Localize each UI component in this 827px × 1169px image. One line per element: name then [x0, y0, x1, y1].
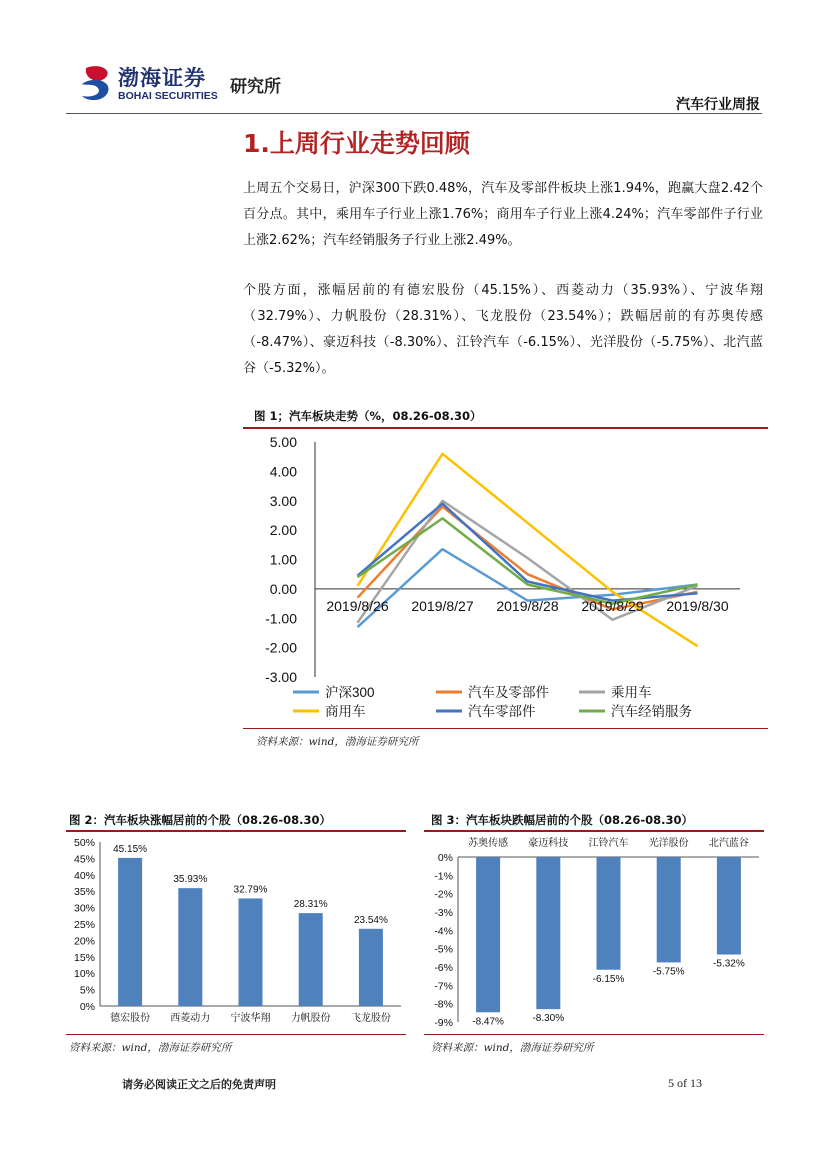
- y-tick-label: -3%: [434, 907, 453, 919]
- x-category-label: 苏奥传感: [468, 838, 509, 849]
- y-tick-label: -2%: [434, 888, 453, 901]
- legend-label: 汽车零部件: [468, 704, 536, 719]
- y-tick-label: 35%: [73, 886, 95, 899]
- x-category-label: 西菱动力: [170, 1013, 211, 1024]
- paragraph-market-summary: 上周五个交易日，沪深300下跌0.48%，汽车及零部件板块上涨1.94%，跑赢大盘2.42个百分点。其中，乘用车子行业上涨1.76%；商用车子行业上涨4.24%；汽车零部件子行业上涨2.62%；汽车经销服务子行业上涨2.49%。: [243, 181, 763, 248]
- figure2-bottom-rule: [66, 1034, 406, 1035]
- y-tick-label: -6%: [434, 962, 453, 974]
- top-gainers-bar-chart: [66, 832, 406, 1032]
- y-tick-label: 50%: [73, 837, 95, 849]
- bar-data-label: -8.30%: [532, 1013, 565, 1025]
- legend-label: 汽车经销服务: [611, 704, 692, 719]
- y-tick-label: -9%: [434, 1017, 453, 1029]
- paragraph-stock-movers: 个股方面，涨幅居前的有德宏股份（45.15%）、西菱动力（35.93%）、宁波华翔（32.79%）、力帆股份（28.31%）、飞龙股份（23.54%）；跌幅居前的有苏奥传感（-8.47%）、豪迈科技（-8.30%）、江铃汽车（-6.15%）、光洋股份（-5.75%）、北汽蓝谷（-5.32%）。: [243, 283, 763, 376]
- bar-data-label: 35.93%: [173, 874, 208, 886]
- x-category-label: 德宏股份: [110, 1013, 151, 1024]
- legend-label: 乘用车: [611, 685, 652, 700]
- y-tick-label: -1.00: [265, 610, 297, 627]
- bar: [118, 858, 142, 1006]
- series-line-hs300: [358, 549, 698, 627]
- legend-label: 沪深300: [325, 685, 375, 700]
- bar: [239, 898, 263, 1006]
- y-tick-label: 10%: [73, 968, 95, 981]
- x-category-label: 豪迈科技: [528, 838, 569, 849]
- y-tick-label: 15%: [73, 951, 95, 964]
- bohai-securities-logo: [78, 62, 228, 106]
- bar-data-label: -5.32%: [713, 958, 745, 970]
- y-tick-label: 3.00: [269, 492, 297, 509]
- y-tick-label: -8%: [434, 998, 453, 1011]
- x-tick-label: 2019/8/26: [326, 597, 389, 614]
- header-divider: [66, 113, 762, 114]
- y-tick-label: -2.00: [265, 639, 297, 656]
- y-tick-label: 20%: [73, 935, 95, 948]
- bar-data-label: 28.31%: [293, 899, 328, 911]
- bar: [657, 857, 681, 962]
- y-tick-label: 5.00: [269, 434, 297, 450]
- bar: [359, 929, 383, 1006]
- bar-data-label: 32.79%: [233, 884, 268, 896]
- bar: [299, 913, 323, 1006]
- bar: [178, 888, 202, 1006]
- y-tick-label: 30%: [73, 902, 95, 915]
- figure1-top-rule: [243, 427, 768, 429]
- figure1-title: 图 1；汽车板块走势（%，08.26-08.30）: [254, 409, 482, 423]
- sector-trend-line-chart: [243, 430, 768, 726]
- x-tick-label: 2019/8/30: [666, 597, 729, 614]
- bar: [597, 857, 621, 970]
- y-tick-label: 5%: [79, 984, 95, 997]
- x-category-label: 北汽蓝谷: [708, 838, 749, 849]
- x-tick-label: 2019/8/27: [411, 597, 474, 614]
- y-tick-label: 0.00: [269, 580, 297, 597]
- y-tick-label: -3.00: [265, 669, 297, 685]
- bar-data-label: -8.47%: [472, 1016, 504, 1028]
- y-tick-label: -1%: [434, 870, 453, 883]
- figure3-bottom-rule: [424, 1034, 764, 1035]
- figure2-title: 图 2：汽车板块涨幅居前的个股（08.26-08.30）: [69, 813, 332, 827]
- bar-data-label: 45.15%: [113, 843, 148, 855]
- figure3-title: 图 3：汽车板块跌幅居前的个股（08.26-08.30）: [431, 813, 694, 827]
- legend-label: 汽车及零部件: [468, 685, 549, 700]
- y-tick-label: 25%: [73, 919, 95, 931]
- y-tick-label: 4.00: [269, 463, 297, 480]
- legend-label: 商用车: [325, 704, 366, 719]
- page-number: 5 of 13: [668, 1076, 702, 1090]
- bar: [476, 857, 500, 1012]
- y-tick-label: 1.00: [269, 551, 297, 568]
- logo-english-name: BOHAI SECURITIES: [118, 90, 218, 102]
- y-tick-label: -5%: [434, 943, 453, 956]
- report-type-label: 汽车行业周报: [676, 97, 760, 113]
- figure1-bottom-rule: [243, 728, 768, 729]
- y-tick-label: 40%: [73, 869, 95, 882]
- bar: [717, 857, 741, 955]
- footer-disclaimer: 请务必阅读正文之后的免责声明: [122, 1078, 276, 1091]
- x-category-label: 飞龙股份: [350, 1013, 391, 1024]
- y-tick-label: 2.00: [269, 522, 297, 539]
- y-tick-label: 0%: [79, 1001, 95, 1013]
- x-category-label: 光洋股份: [648, 838, 689, 849]
- x-tick-label: 2019/8/28: [496, 597, 559, 614]
- x-category-label: 力帆股份: [290, 1013, 331, 1024]
- research-institute-label: 研究所: [230, 77, 281, 97]
- bar-data-label: -5.75%: [652, 966, 685, 978]
- bohai-logo-icon: [78, 64, 116, 104]
- figure1-source: 资料来源：wind，渤海证券研究所: [256, 736, 419, 748]
- logo-chinese-name: 渤海证券: [118, 65, 206, 90]
- x-category-label: 宁波华翔: [230, 1013, 271, 1024]
- bar-data-label: -6.15%: [592, 973, 625, 985]
- x-category-label: 江铃汽车: [588, 838, 629, 849]
- x-tick-label: 2019/8/29: [581, 597, 644, 614]
- y-tick-label: -4%: [434, 925, 453, 938]
- y-tick-label: 0%: [437, 852, 453, 864]
- y-tick-label: -7%: [434, 980, 453, 993]
- bar-data-label: 23.54%: [353, 914, 388, 926]
- y-tick-label: 45%: [73, 853, 95, 866]
- figure3-source: 资料来源：wind，渤海证券研究所: [431, 1042, 594, 1054]
- bar: [536, 857, 560, 1009]
- top-losers-bar-chart: [424, 832, 764, 1032]
- section-title: 1.上周行业走势回顾: [243, 129, 470, 158]
- figure2-source: 资料来源：wind，渤海证券研究所: [69, 1042, 232, 1054]
- series-line-parts: [358, 504, 698, 601]
